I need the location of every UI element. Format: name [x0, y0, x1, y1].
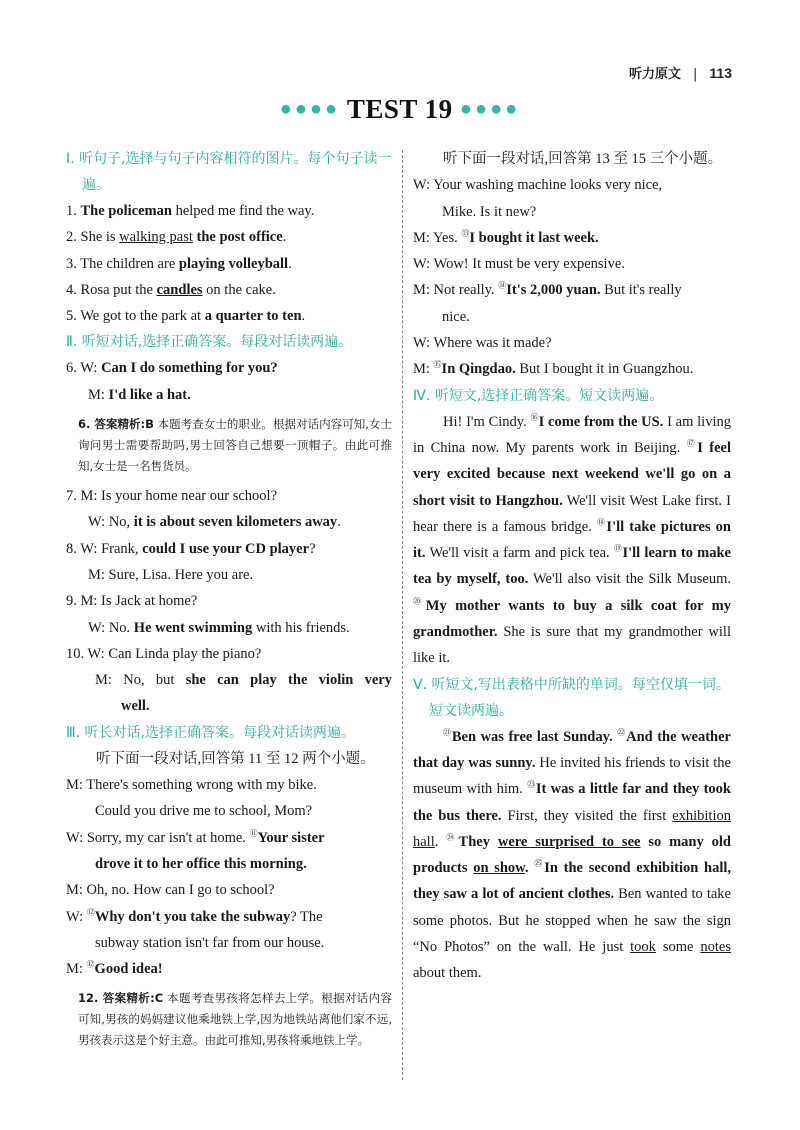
dialog-13-line-5: M: Not really. ⑭It's 2,000 yuan. But it's really: [413, 281, 682, 299]
part5-heading: Ⅴ. 听短文,写出表格中所缺的单词。每空仅填一词。短文读两遍。: [413, 676, 730, 719]
sentence-4: 4. Rosa put the candles on the cake.: [66, 281, 276, 298]
answer-note-6: 6. 答案精析:B 本题考查女士的职业。根据对话内容可知,女士询问男士需要帮助吗,男士回答自己想要一顶帽子。由此可推知,女士是一名售货员。: [78, 417, 392, 474]
dialog-9-line-2: W: No. He went swimming with his friends.: [88, 619, 350, 636]
section-name: 听力原文: [629, 67, 682, 82]
long-dialog-4-line-1: W: ⑫Why don't you take the subway? The: [66, 907, 323, 925]
dialog-6-line-1: 6. W: Can I do something for you?: [66, 360, 278, 377]
long-dialog-3-line-1: M: Oh, no. How can I go to school?: [66, 882, 275, 899]
title-text: TEST 19: [346, 94, 453, 124]
long-dialog-2-line-2: drove it to her office this morning.: [95, 855, 307, 872]
dialog-13-line-4: W: Wow! It must be very expensive.: [413, 256, 625, 273]
part4-passage: Hi! I'm Cindy. ⑯I come from the US. I am living in China now. My parents work in Beijing. ⑰I feel very excited because next weekend we'll go on a short visit to Hangzhou. We'll visit West Lake first. I hear there is a famous bridge. ⑱I'll take pictures on it. We'll visit a farm and pick tea. ⑲I'll learn to make tea by myself, too. We'll also visit the Silk Museum. ⑳My mother wants to buy a silk coat for my grandmother. She is sure that my grandmother will like it.: [413, 412, 732, 667]
title-dots-right: ●●●●: [459, 98, 521, 120]
part3-heading: Ⅲ. 听长对话,选择正确答案。每段对话读两遍。: [66, 724, 356, 741]
dialog-9-line-1: 9. M: Is Jack at home?: [66, 593, 198, 610]
dialog-8-line-1: 8. W: Frank, could I use your CD player?: [66, 540, 316, 557]
long-dialog-2-line-1: W: Sorry, my car isn't at home. ⑪Your sister: [66, 828, 325, 846]
long-dialog-5-line-1: M: ⑫Good idea!: [66, 960, 163, 978]
dialog-13-line-6: nice.: [442, 308, 470, 325]
dialog-13-line-2: Mike. Is it new?: [442, 203, 537, 220]
page-number: 113: [709, 65, 732, 81]
right-column: [413, 146, 731, 987]
column-divider: [402, 150, 403, 1080]
title-dots-left: ●●●●: [279, 98, 341, 120]
header-divider: |: [693, 67, 698, 82]
sentence-3: 3. The children are playing volleyball.: [66, 255, 292, 272]
long-dialog-4-line-2: subway station isn't far from our house.: [95, 934, 325, 951]
sentence-1: 1. The policeman helped me find the way.: [66, 203, 315, 219]
part2-heading: Ⅱ. 听短对话,选择正确答案。每段对话读两遍。: [66, 334, 353, 351]
dialog-13-line-1: W: Your washing machine looks very nice,: [413, 177, 663, 194]
dialog-6-line-2: M: I'd like a hat.: [88, 386, 191, 403]
dialog-13-line-3: M: Yes. ⑬I bought it last week.: [413, 229, 599, 246]
dialog-7-line-2: W: No, it is about seven kilometers away.: [88, 514, 341, 531]
dialog-13-line-8: M: ⑮In Qingdao. But I bought it in Guangzhou.: [413, 360, 694, 378]
answer-note-12: 12. 答案精析:C 本题考查男孩将怎样去上学。根据对话内容可知,男孩的妈妈建议他乘地铁上学,因为地铁站离他们家不远,男孩表示这是个好主意。由此可推知,男孩将乘地铁上学。: [78, 991, 392, 1048]
part3-intro-2: 听下面一段对话,回答第 13 至 15 三个小题。: [443, 151, 723, 167]
dialog-10-line-1: 10. W: Can Linda play the piano?: [66, 645, 262, 662]
long-dialog-1-line-1: M: There's something wrong with my bike.: [66, 777, 317, 794]
left-column: [66, 146, 392, 1057]
part3-intro-1: 听下面一段对话,回答第 11 至 12 两个小题。: [96, 750, 375, 767]
dialog-10-line-2: M: No, but she can play the violin very: [95, 672, 392, 689]
sentence-2: 2. She is walking past the post office.: [66, 229, 287, 246]
long-dialog-1-line-2: Could you drive me to school, Mom?: [95, 803, 313, 820]
part1-heading: Ⅰ. 听句子,选择与句子内容相符的图片。每个句子读一遍。: [66, 151, 392, 193]
dialog-13-line-7: W: Where was it made?: [413, 335, 552, 352]
dialog-8-line-2: M: Sure, Lisa. Here you are.: [88, 566, 254, 583]
page-title: [0, 96, 800, 125]
sentence-5: 5. We got to the park at a quarter to ten.: [66, 308, 306, 325]
part4-heading: Ⅳ. 听短文,选择正确答案。短文读两遍。: [413, 387, 664, 404]
dialog-7-line-1: 7. M: Is your home near our school?: [66, 488, 278, 505]
part5-passage: $^㉑$Ben was free last Sunday. $^㉒$And the weather that day was sunny. He invited his friends to visit the museum with him. $^㉓$It was a little far and they took the bus there. First, they visited the first exhibition hall. $^㉔$They were surprised to see so many old products on show. $^㉕$In the second exhibition hall, they saw a lot of ancient clothes. Ben wanted to take some photos. But he stopped when he saw the sign “No Photos” on the wall. He just took some notes about them.: [413, 727, 732, 982]
dialog-10-line-3: well.: [121, 698, 150, 715]
running-head: [629, 60, 732, 88]
